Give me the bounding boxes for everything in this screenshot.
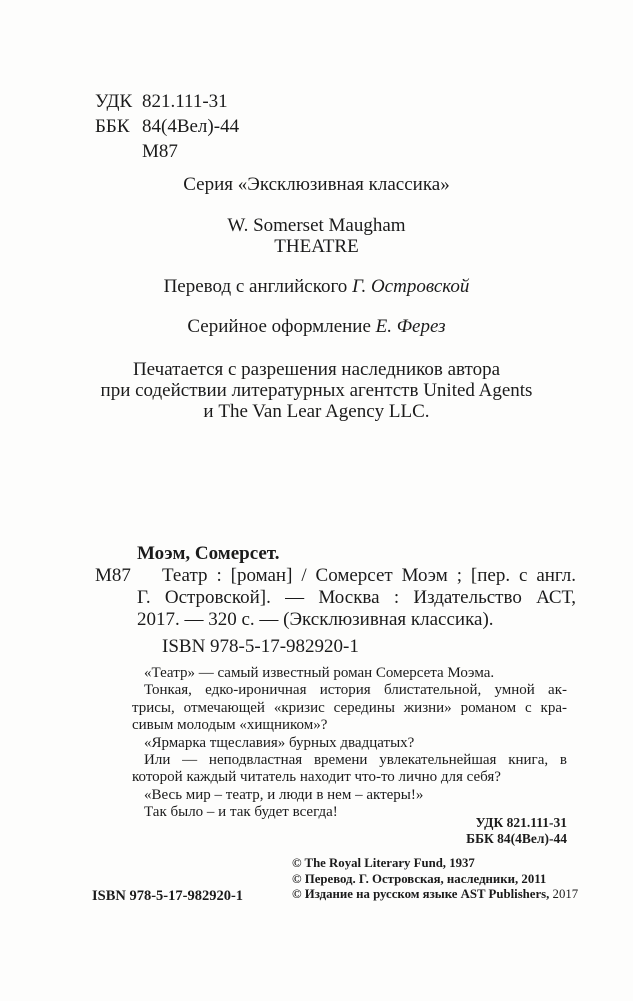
udk-bottom: УДК 821.111-31 [475, 815, 567, 830]
annotation-line: трисы, отмечающей «кризис середины жизни» романом с кра- [132, 699, 567, 716]
copyright-block [292, 856, 578, 903]
translator-name: Г. Островской [352, 276, 470, 297]
isbn-line: ISBN 978-5-17-982920-1 [162, 636, 359, 657]
catalog-line: Г. Островской]. — Москва : Издательство АСТ, [137, 587, 576, 608]
catalog-line: Театр : [роман] / Сомерсет Моэм ; [пер. с англ. [162, 565, 576, 586]
series-line: Серия «Эксклюзивная классика» [183, 174, 450, 195]
bbk-label: ББК [95, 116, 130, 137]
annotation [132, 665, 567, 822]
original-title: THEATRE [274, 236, 359, 257]
annotation-line: Или — неподвластная времени увлекательнейшая книга, в [144, 752, 567, 769]
copyright-line [292, 887, 578, 903]
designer-name: Е. Ферез [375, 316, 446, 337]
catalog-code: М87 [95, 565, 131, 586]
copyright-year: 2017 [549, 887, 579, 902]
footer-isbn: ISBN 978-5-17-982920-1 [92, 888, 244, 904]
design-line [0, 316, 633, 337]
annotation-line: «Весь мир – театр, и люди в нем – актеры!» [144, 786, 424, 803]
annotation-line: Тонкая, едко-ироничная история блистательной, умной ак- [144, 682, 567, 699]
catalog-author-header: Моэм, Сомерсет. [137, 543, 280, 564]
permission-line: и The Van Lear Agency LLC. [203, 401, 430, 422]
original-author: W. Somerset Maugham [227, 215, 406, 236]
translation-prefix: Перевод с английского [163, 276, 353, 297]
annotation-line: «Ярмарка тщеславия» бурных двадцатых? [144, 734, 415, 751]
design-prefix: Серийное оформление [187, 316, 376, 337]
classification-codes-bottom [466, 815, 567, 847]
bbk-bottom: ББК 84(4Вел)-44 [466, 831, 567, 846]
bbk-value: 84(4Вел)-44 [142, 116, 240, 137]
udk-label: УДК [95, 91, 133, 112]
translation-line [0, 276, 633, 297]
copyright-line: © The Royal Literary Fund, 1937 [292, 856, 475, 870]
copyright-line-main: © Издание на русском языке AST Publishers, [292, 887, 550, 902]
classification-codes-top [95, 89, 239, 164]
udk-value: 821.111-31 [142, 91, 228, 112]
author-code: М87 [142, 141, 178, 162]
annotation-line: сивым молодым «хищником»? [132, 717, 328, 734]
catalog-entry [95, 565, 576, 631]
catalog-line: 2017. — 320 с. — (Эксклюзивная классика). [137, 609, 494, 630]
original-author-title [0, 215, 633, 257]
copyright-line: © Перевод. Г. Островская, наследники, 2011 [292, 871, 547, 886]
annotation-line: которой каждый читатель находит что-то лично для себя? [132, 769, 501, 786]
udk-row [95, 89, 239, 114]
annotation-line: Так было – и так будет всегда! [144, 804, 338, 821]
catalog-card [95, 543, 576, 658]
permission-line: при содействии литературных агентств United Agents [100, 380, 533, 401]
annotation-line: «Театр» — самый известный роман Сомерсета Моэма. [144, 665, 495, 681]
permission-note [0, 359, 633, 422]
permission-line: Печатается с разрешения наследников автора [132, 359, 501, 380]
bbk-row [95, 114, 239, 139]
